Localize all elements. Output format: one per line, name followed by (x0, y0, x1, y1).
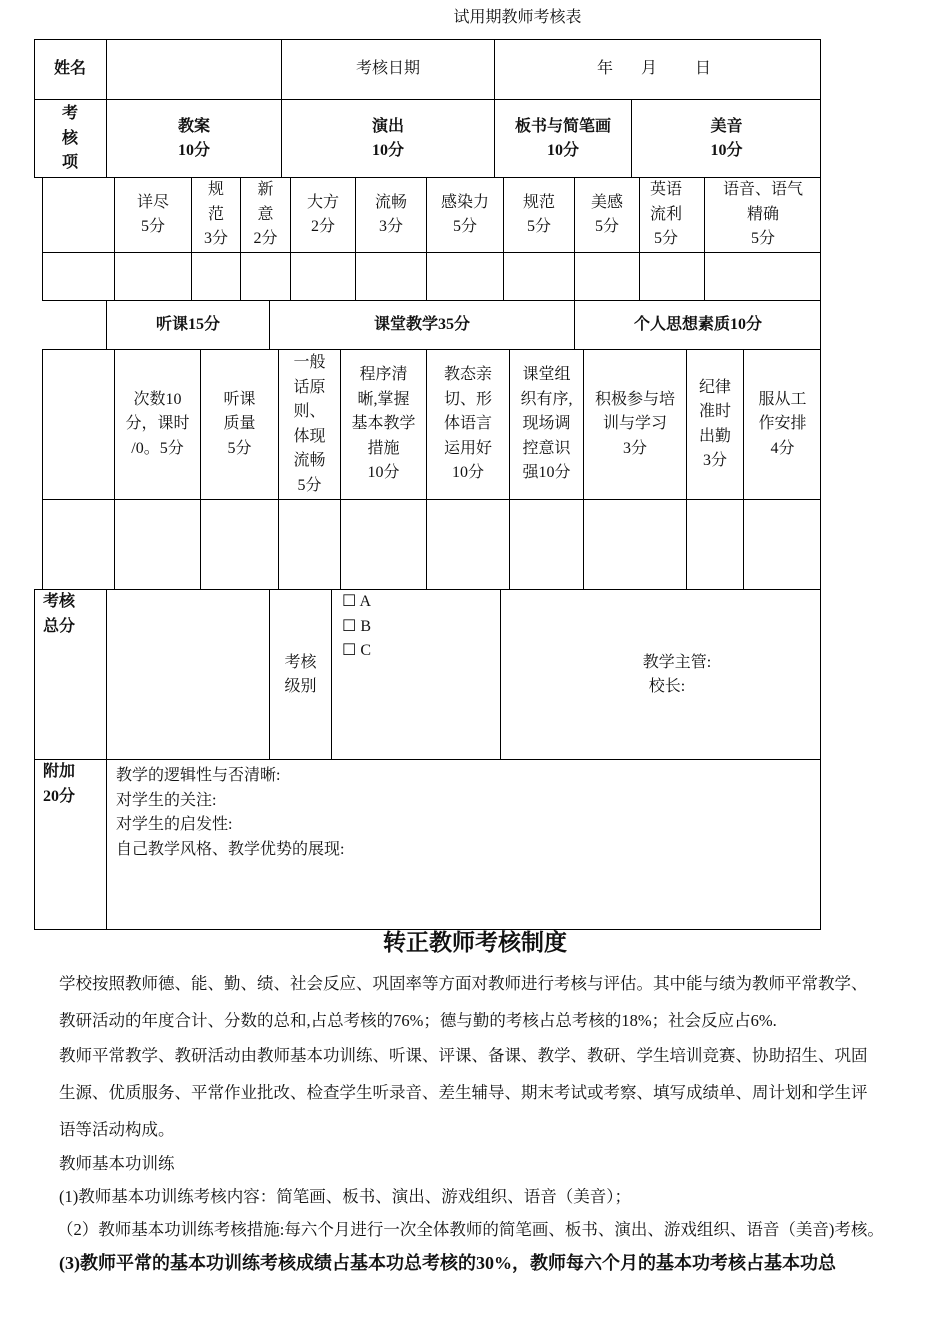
extra-item: 自己教学风格、教学优势的展现: (116, 840, 345, 858)
level-option-c[interactable]: ☐ C (342, 642, 372, 659)
criterion-obedience: 服从工 作安排 4分 (758, 390, 807, 457)
criterion-observation-quality: 听课 质量 5分 (223, 390, 256, 457)
date-value[interactable] (495, 40, 821, 99)
policy-paragraph: 语等活动构成。 (59, 1120, 175, 1139)
extra-label: 附加 20分 (43, 763, 76, 805)
criterion-observation-count: 次数10 分，课时 /0。5分 (125, 390, 190, 457)
criterion-standard: 规 范 3分 (203, 181, 228, 248)
date-year: 年 (596, 60, 613, 78)
level-option-b[interactable]: ☐ B (342, 617, 372, 635)
criterion-intonation: 语音、语气 精确 5分 (722, 181, 803, 248)
policy-heading: 转正教师考核制度 (383, 929, 567, 956)
total-score-value[interactable] (107, 590, 269, 760)
criterion-principles: 一般 话原 则、 体现 流畅 5分 (293, 354, 326, 494)
criterion-training: 积极参与培 训与学习 3分 (594, 390, 675, 457)
date-month: 月 (640, 60, 657, 78)
total-score-label: 考核 总分 (43, 593, 76, 635)
criterion-procedure: 程序清 晰,掌握 基本教学 措施 10分 (351, 366, 416, 482)
level-label: 考核 级别 (284, 653, 317, 695)
policy-paragraph: 生源、优质服务、平常作业批改、检查学生听录音、差生辅导、期末考试或考察、填写成绩单、周计划和学生评 (59, 1083, 868, 1102)
signers (501, 590, 821, 760)
policy-paragraph: 教研活动的年度合计、分数的总和,占总考核的76%；德与勤的考核占总考核的18%；社会反应占6%. (59, 1011, 777, 1030)
criterion-fluency: 流畅 3分 (374, 193, 407, 235)
policy-paragraph: (3)教师平常的基本功训练考核成绩占基本功总考核的30%，教师每六个月的基本功考核占基本功总 (59, 1253, 836, 1273)
criterion-aesthetics: 美感 5分 (590, 193, 623, 235)
name-label: 姓名 (53, 60, 86, 78)
level-option-a[interactable]: ☐ A (342, 593, 372, 610)
criterion-demeanor: 教态亲 切、形 体语言 运用好 10分 (443, 366, 492, 482)
items-label: 考 核 项 (61, 105, 78, 172)
extra-items (116, 760, 816, 930)
extra-item: 对学生的启发性: (116, 816, 233, 833)
category-lesson-plan: 教案 10分 (177, 117, 210, 159)
extra-item: 对学生的关注: (116, 791, 217, 809)
policy-paragraph: 学校按照教师德、能、勤、绩、社会反应、巩固率等方面对教师进行考核与评估。其中能与绩为教师平常教学、 (59, 974, 868, 993)
category-observation: 听课15分 (155, 315, 220, 333)
date-day: 日 (695, 60, 712, 78)
category-performance: 演出 10分 (371, 117, 404, 159)
criterion-board-standard: 规范 5分 (522, 193, 555, 235)
signer-principal: 校长: (648, 678, 686, 695)
criterion-appeal: 感染力 5分 (440, 193, 489, 235)
category-pronunciation: 美音 10分 (710, 117, 743, 159)
extra-item: 教学的逻辑性与否清晰: (116, 767, 281, 784)
criterion-novelty: 新 意 2分 (253, 181, 278, 248)
name-value-cell[interactable] (107, 40, 281, 99)
policy-paragraph: （2）教师基本功训练考核措施:每六个月进行一次全体教师的简笔画、板书、演出、游戏组织、语音（美音)考核。 (57, 1220, 884, 1239)
category-personal-quality: 个人思想素质10分 (633, 315, 762, 333)
criterion-poise: 大方 2分 (306, 193, 339, 235)
criterion-detail: 详尽 5分 (136, 193, 169, 235)
criterion-discipline: 纪律 准时 出勤 3分 (698, 378, 731, 469)
form-title: 试用期教师考核表 (453, 8, 582, 26)
level-options (342, 590, 500, 760)
policy-paragraph: 教师基本功训练 (59, 1154, 175, 1173)
criterion-class-management: 课堂组 织有序, 现场调 控意识 强10分 (520, 366, 573, 482)
signer-supervisor: 教学主管: (642, 653, 712, 671)
category-classroom-teaching: 课堂教学35分 (373, 315, 470, 333)
policy-paragraph: (1)教师基本功训练考核内容：简笔画、板书、演出、游戏组织、语音（美音）； (59, 1187, 631, 1206)
policy-paragraph: 教师平常教学、教研活动由教师基本功训练、听课、评课、备课、教学、教研、学生培训竞赛、协助招生、巩固 (59, 1046, 868, 1065)
date-label: 考核日期 (355, 60, 420, 78)
category-board-drawing: 板书与简笔画 10分 (514, 117, 611, 159)
criterion-english-fluency: 英语 流利 5分 (649, 181, 682, 248)
